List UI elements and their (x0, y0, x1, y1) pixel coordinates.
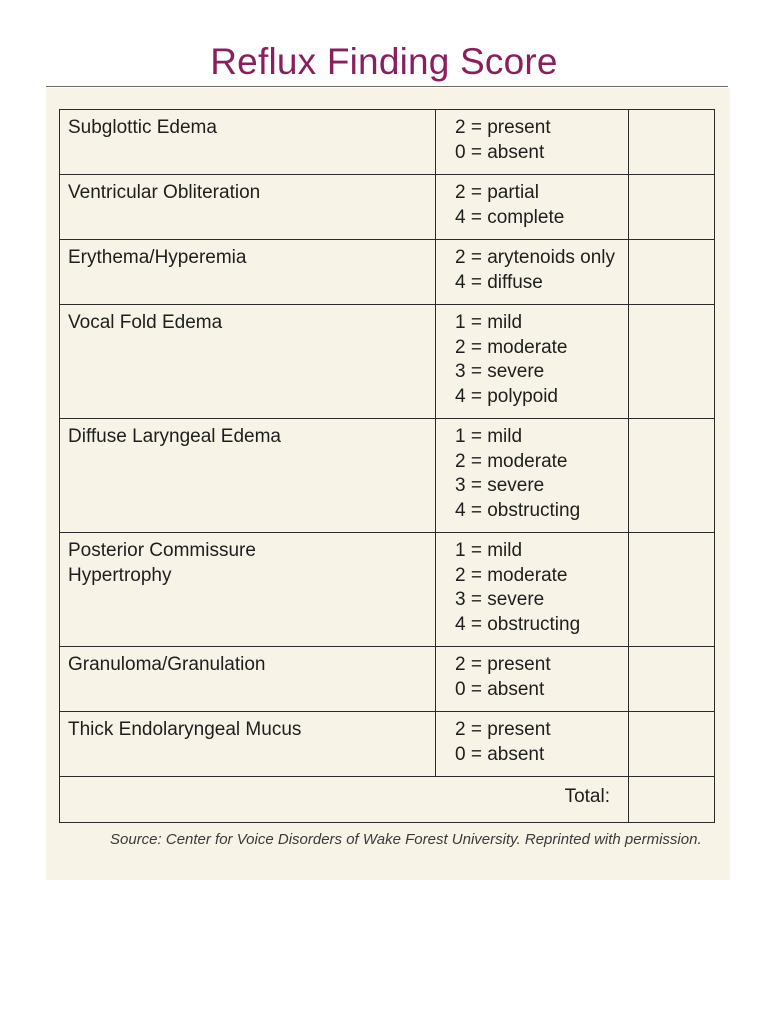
table-row (60, 240, 715, 305)
table-row (60, 305, 715, 419)
document-title: Reflux Finding Score (210, 41, 558, 82)
scale-cell (436, 240, 629, 305)
finding-cell (60, 533, 436, 647)
scale-cell (436, 647, 629, 712)
score-entry-cell[interactable] (629, 533, 715, 647)
finding-label: Diffuse Laryngeal Edema (68, 426, 281, 447)
scale-option: 0 = absent (455, 743, 545, 765)
finding-cell (60, 647, 436, 712)
reflux-score-table (59, 109, 715, 823)
table-row (60, 712, 715, 777)
scale-cell (436, 533, 629, 647)
finding-cell (60, 175, 436, 240)
scale-option: 0 = absent (455, 678, 545, 700)
score-entry-cell[interactable] (629, 110, 715, 175)
score-entry-cell[interactable] (629, 647, 715, 712)
scale-option: 3 = severe (455, 475, 545, 496)
score-entry-cell[interactable] (629, 419, 715, 533)
finding-cell (60, 240, 436, 305)
scale-cell (436, 175, 629, 240)
finding-label: Subglottic Edema (68, 117, 217, 138)
table-row (60, 419, 715, 533)
scale-option: 1 = mild (455, 540, 523, 561)
scale-option: 3 = severe (455, 589, 545, 610)
scale-option: 1 = mild (455, 426, 523, 447)
score-entry-cell[interactable] (629, 712, 715, 777)
scale-option: 4 = complete (455, 206, 565, 228)
finding-label: Erythema/Hyperemia (68, 247, 247, 268)
scale-option: 2 = present (455, 654, 551, 675)
finding-label: Granuloma/Granulation (68, 654, 266, 675)
title-divider (46, 86, 728, 87)
table-row (60, 647, 715, 712)
scale-cell (436, 419, 629, 533)
finding-cell (60, 712, 436, 777)
scale-option: 0 = absent (455, 141, 545, 163)
scale-option: 2 = present (455, 117, 551, 138)
scale-option: 1 = mild (455, 312, 523, 333)
scale-option: 4 = diffuse (455, 271, 543, 293)
scale-option: 2 = moderate (455, 336, 568, 358)
scale-option: 4 = obstructing (455, 499, 581, 521)
finding-label: Ventricular Obliteration (68, 182, 261, 203)
scale-option: 2 = moderate (455, 564, 568, 586)
finding-cell (60, 419, 436, 533)
scale-option: 2 = arytenoids only (455, 247, 616, 268)
scale-option: 2 = partial (455, 182, 539, 203)
table-row (60, 175, 715, 240)
source-note: Source: Center for Voice Disorders of Wake Forest University. Reprinted with permission. (110, 831, 702, 848)
finding-label: Posterior Commissure (68, 540, 256, 561)
finding-cell (60, 110, 436, 175)
total-score-cell[interactable] (629, 777, 715, 823)
finding-cell (60, 305, 436, 419)
scale-option: 3 = severe (455, 361, 545, 382)
finding-label: Thick Endolaryngeal Mucus (68, 719, 302, 740)
finding-label: Hypertrophy (68, 564, 172, 586)
score-entry-cell[interactable] (629, 305, 715, 419)
table-row (60, 110, 715, 175)
score-entry-cell[interactable] (629, 240, 715, 305)
scale-cell (436, 110, 629, 175)
score-entry-cell[interactable] (629, 175, 715, 240)
scale-option: 4 = polypoid (455, 385, 558, 407)
scale-cell (436, 305, 629, 419)
total-label: Total: (60, 777, 629, 823)
scale-option: 4 = obstructing (455, 613, 581, 635)
scale-option: 2 = present (455, 719, 551, 740)
scale-option: 2 = moderate (455, 450, 568, 472)
total-row (60, 777, 715, 823)
finding-label: Vocal Fold Edema (68, 312, 223, 333)
table-row (60, 533, 715, 647)
scale-cell (436, 712, 629, 777)
